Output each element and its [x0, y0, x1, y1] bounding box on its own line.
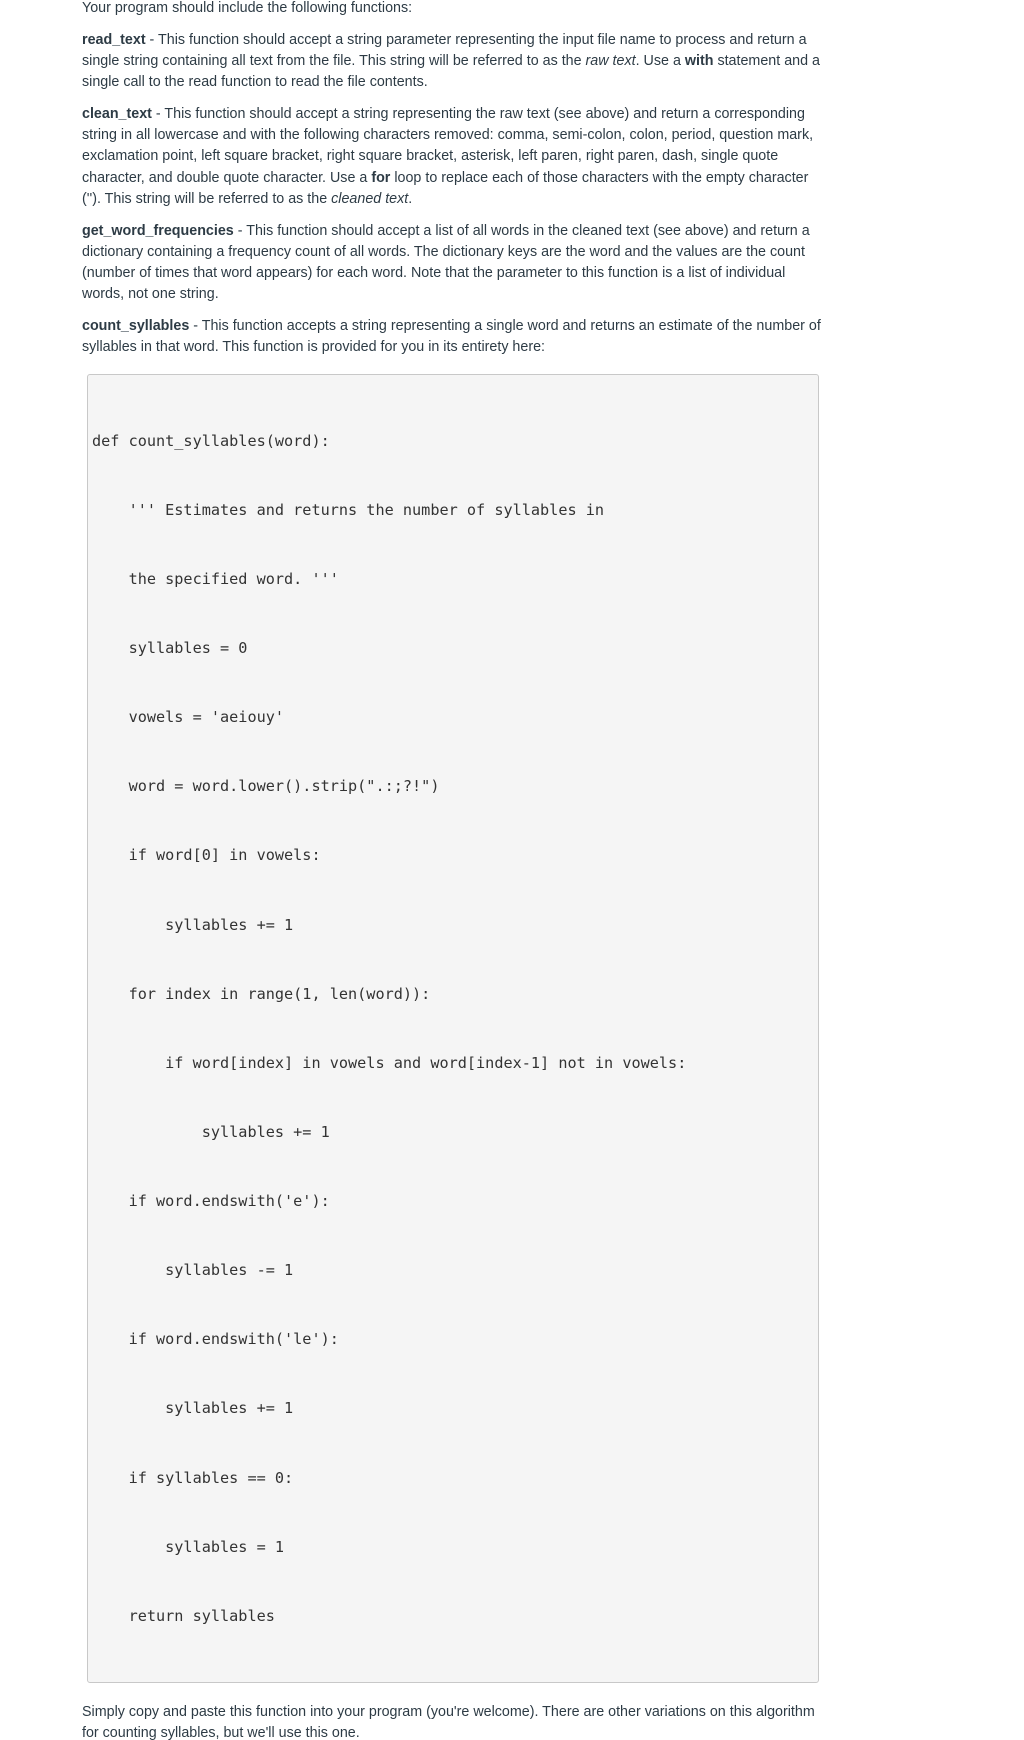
assignment-content — [82, 0, 827, 1740]
cleaned-text-term: cleaned text — [331, 190, 409, 207]
read-text-desc-part1: - This function should accept a string parameter representing the input file name to process and return a single string containing all text from the file. This string will be referred to as the — [82, 31, 807, 69]
code-line: return syllables — [92, 1606, 275, 1625]
count-syllables-description — [82, 316, 827, 358]
code-line: syllables += 1 — [92, 915, 294, 934]
closing-text: Simply copy and paste this function into your program (you're welcome). There are other variations on this algorithm for counting syllables, but we'll use this one. — [82, 1704, 815, 1740]
code-block[interactable] — [87, 374, 819, 1683]
clean-text-desc-part3: . — [408, 190, 413, 207]
code-line: syllables += 1 — [92, 1122, 330, 1141]
read-text-description — [82, 30, 827, 94]
code-line: syllables += 1 — [92, 1399, 294, 1418]
code-line: def count_syllables(word): — [92, 431, 330, 450]
code-line: syllables -= 1 — [92, 1261, 294, 1280]
count-syllables-function-name: count_syllables — [82, 318, 190, 335]
code-line: if word.endswith('e'): — [92, 1192, 330, 1211]
code-line: the specified word. ''' — [92, 569, 339, 588]
code-line: syllables = 0 — [92, 638, 248, 657]
code-line: word = word.lower().strip(".:;?!") — [92, 777, 440, 796]
code-line: for index in range(1, len(word)): — [92, 984, 431, 1003]
count-syllables-desc: - This function accepts a string representing a single word and returns an estimate of the number of syllables in that word. This function is provided for you in its entirety here: — [82, 318, 821, 356]
with-keyword: with — [684, 53, 714, 69]
code-line: ''' Estimates and returns the number of syllables in — [92, 500, 605, 519]
code-line: if syllables == 0: — [92, 1468, 294, 1487]
code-line: vowels = 'aeiouy' — [92, 708, 285, 727]
get-word-frequencies-function-name: get_word_frequencies — [82, 222, 234, 239]
code-line: syllables = 1 — [92, 1537, 285, 1556]
clean-text-description — [82, 104, 827, 210]
clean-text-desc-part2: loop to replace each of those characters with the empty character (''). This string will be referred to as the — [82, 169, 809, 207]
get-word-frequencies-desc: - This function should accept a list of all words in the cleaned text (see above) and return a dictionary containing a frequency count of all words. The dictionary keys are the word and the values are the count (number of times that word appears) for each word. Note that the parameter to this function is a list of individual words, not one string. — [82, 222, 810, 303]
intro-text: Your program should include the following functions: — [82, 0, 413, 16]
code-line: if word[index] in vowels and word[index-1] not in vowels: — [92, 1053, 687, 1072]
code-line: if word[0] in vowels: — [92, 846, 321, 865]
raw-text-term: raw text — [585, 53, 636, 69]
clean-text-function-name: clean_text — [82, 106, 152, 122]
read-text-desc-part3: statement and a single call to the read function to read the file contents. — [82, 53, 820, 91]
read-text-desc-part2: . Use a — [635, 53, 685, 69]
read-text-function-name: read_text — [82, 31, 146, 48]
get-word-frequencies-description — [82, 221, 827, 306]
code-line: if word.endswith('le'): — [92, 1330, 339, 1349]
for-keyword: for — [371, 169, 391, 186]
clean-text-desc-part1: - This function should accept a string representing the raw text (see above) and return a corresponding string in all lowercase and with the following characters removed: comma, semi-colon, colon, period, question mark, exclamation point, left square bracket, right square bracket, asterisk, left paren, right paren, dash, single quote character, and double quote character. Use a — [82, 106, 814, 186]
